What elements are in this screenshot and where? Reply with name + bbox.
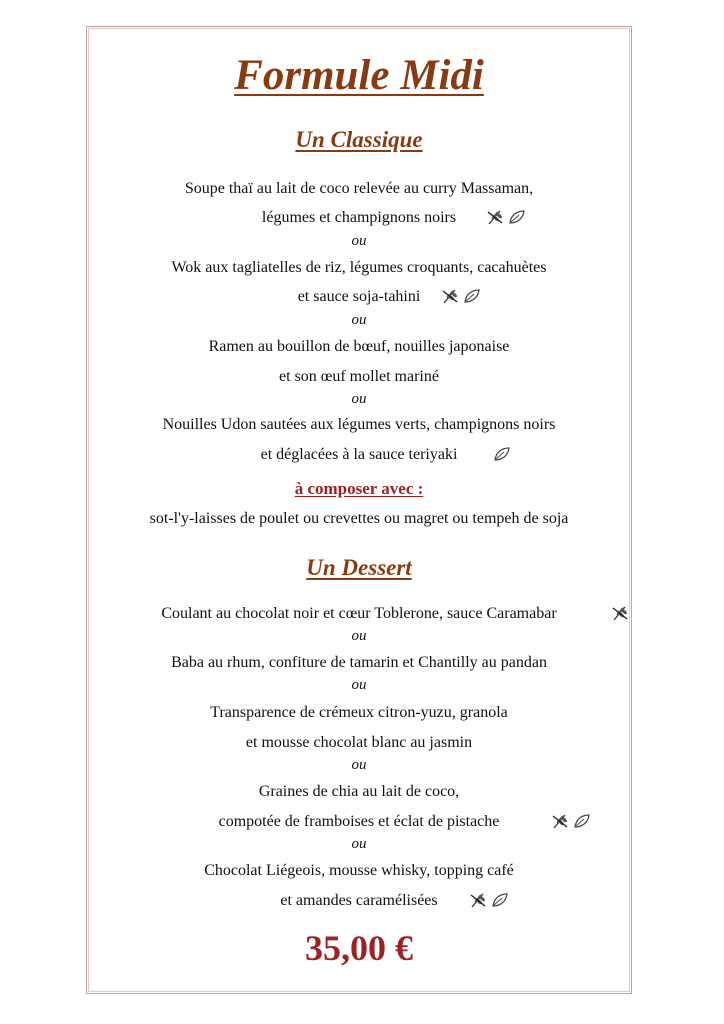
dessert-item5-line2 xyxy=(88,891,630,911)
menu-price: 35,00 € xyxy=(305,928,413,968)
classique-item3-line1: Ramen au bouillon de bœuf, nouilles japonaise xyxy=(208,338,510,355)
dessert-item5-icons xyxy=(468,891,509,909)
separator-ou: ou xyxy=(351,836,367,852)
separator-ou: ou xyxy=(351,677,367,693)
menu-title: Formule Midi xyxy=(234,52,484,99)
leaf-icon xyxy=(491,892,509,908)
crossed-wheat-icon xyxy=(610,604,630,622)
separator-ou: ou xyxy=(351,312,367,328)
separator-ou: ou xyxy=(351,757,367,773)
separator-ou: ou xyxy=(351,233,367,249)
classique-item1-line2-text: légumes et champignons noirs xyxy=(261,209,457,226)
classique-item2-line1: Wok aux tagliatelles de riz, légumes croquants, cacahuètes xyxy=(171,259,547,276)
leaf-icon xyxy=(508,209,526,225)
separator-ou: ou xyxy=(351,391,367,407)
leaf-icon xyxy=(493,446,511,462)
dessert-item4-line2-text: compotée de framboises et éclat de pistache xyxy=(218,813,500,830)
dessert-item4-line2 xyxy=(88,812,630,832)
dessert-item4-icons xyxy=(550,812,591,830)
dessert-item1-line1: Coulant au chocolat noir et cœur Toblerone, sauce Caramabar xyxy=(161,605,557,622)
classique-item1-line1: Soupe thaï au lait de coco relevée au curry Massaman, xyxy=(184,180,534,197)
classique-item2-line2 xyxy=(88,287,630,307)
classique-item1-line2 xyxy=(88,208,630,228)
crossed-wheat-icon xyxy=(468,891,488,909)
dessert-item3-line1: Transparence de crémeux citron-yuzu, granola xyxy=(210,704,508,721)
dessert-item4-line1: Graines de chia au lait de coco, xyxy=(258,783,460,800)
compose-text: sot-l'y-laisses de poulet ou crevettes ou magret ou tempeh de soja xyxy=(149,510,569,527)
separator-ou: ou xyxy=(351,628,367,644)
dessert-item3-line2: et mousse chocolat blanc au jasmin xyxy=(245,734,473,751)
crossed-wheat-icon xyxy=(440,287,460,305)
classique-item4-line2 xyxy=(88,445,630,465)
leaf-icon xyxy=(463,288,481,304)
section-title-classique: Un Classique xyxy=(295,127,423,152)
crossed-wheat-icon xyxy=(550,812,570,830)
dessert-item5-line2-text: et amandes caramélisées xyxy=(280,892,438,909)
classique-item2-icons xyxy=(440,287,481,305)
classique-item3-line2: et son œuf mollet mariné xyxy=(279,368,439,385)
leaf-icon xyxy=(573,813,591,829)
dessert-item2-line1: Baba au rhum, confiture de tamarin et Chantilly au pandan xyxy=(171,654,547,671)
classique-item4-line2-text: et déglacées à la sauce teriyaki xyxy=(260,446,458,463)
compose-heading: à composer avec : xyxy=(294,479,424,498)
dessert-item1-icons xyxy=(610,604,630,622)
classique-item4-icons xyxy=(493,446,511,462)
crossed-wheat-icon xyxy=(485,208,505,226)
classique-item2-line2-text: et sauce soja-tahini xyxy=(297,288,421,305)
dessert-item5-line1: Chocolat Liégeois, mousse whisky, topping café xyxy=(204,862,514,879)
classique-item4-line1: Nouilles Udon sautées aux légumes verts, champignons noirs xyxy=(162,416,556,433)
classique-item1-icons xyxy=(485,208,526,226)
section-title-dessert: Un Dessert xyxy=(306,555,412,580)
